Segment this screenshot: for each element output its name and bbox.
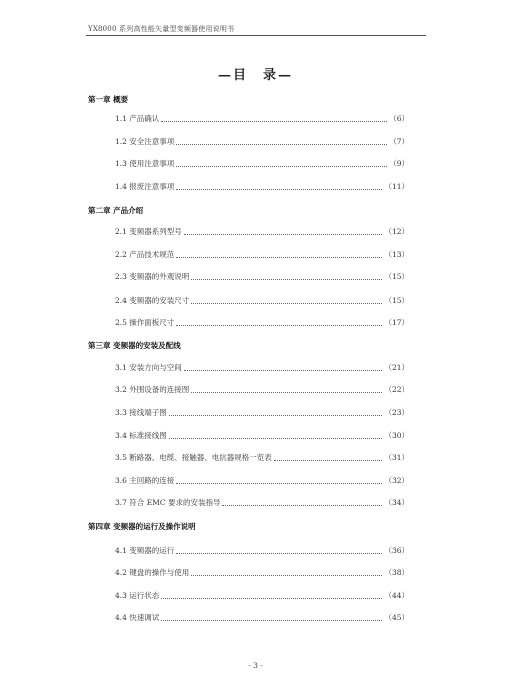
toc-entry-page: （30） bbox=[384, 431, 409, 440]
toc-entry-label: 2.4 变频器的安装尺寸 bbox=[115, 296, 190, 305]
toc-entry-label: 4.1 变频器的运行 bbox=[115, 546, 175, 555]
dot-leader bbox=[191, 574, 382, 576]
chapter-heading-1: 第一章 概要 bbox=[88, 95, 129, 104]
toc-entry-label: 4.2 键盘的操作与使用 bbox=[115, 568, 190, 577]
dot-leader bbox=[222, 504, 382, 506]
toc-entry-label: 2.2 产品技术规范 bbox=[115, 250, 175, 259]
dot-leader bbox=[169, 437, 383, 439]
toc-entry[interactable] bbox=[115, 317, 409, 328]
toc-entry[interactable] bbox=[115, 226, 409, 237]
toc-entry[interactable] bbox=[115, 271, 409, 282]
toc-entry-label: 3.7 符合 EMC 要求的安装指导 bbox=[115, 498, 221, 507]
toc-entry[interactable] bbox=[115, 295, 409, 306]
toc-entry-page: （31） bbox=[384, 453, 409, 462]
dot-leader bbox=[176, 143, 387, 145]
toc-entry-page: （32） bbox=[384, 476, 409, 485]
toc-entry[interactable] bbox=[115, 384, 409, 395]
toc-entry-page: （44） bbox=[384, 591, 409, 600]
toc-entry-label: 4.4 快速调试 bbox=[115, 613, 160, 622]
toc-entry-page: （36） bbox=[384, 546, 409, 555]
toc-entry-page: （13） bbox=[384, 250, 409, 259]
toc-entry[interactable] bbox=[115, 362, 409, 373]
toc-entry-label: 2.5 操作面板尺寸 bbox=[115, 318, 175, 327]
toc-entry-page: （17） bbox=[384, 318, 409, 327]
toc-entry-label: 4.3 运行状态 bbox=[115, 591, 160, 600]
toc-entry[interactable] bbox=[115, 497, 409, 508]
toc-entry-label: 1.4 报废注意事项 bbox=[115, 182, 175, 191]
toc-entry-page: （15） bbox=[384, 296, 409, 305]
toc-entry[interactable] bbox=[115, 136, 409, 147]
toc-entry-label: 1.3 使用注意事项 bbox=[115, 159, 175, 168]
toc-entry-label: 3.2 外围设备的连接图 bbox=[115, 385, 190, 394]
toc-title: —目 录— bbox=[217, 68, 293, 83]
toc-entry[interactable] bbox=[115, 452, 409, 463]
toc-entry[interactable] bbox=[115, 249, 409, 260]
toc-entry-page: （11） bbox=[384, 182, 409, 191]
toc-entry[interactable] bbox=[115, 567, 409, 578]
toc-entry-page: （34） bbox=[384, 498, 409, 507]
toc-entry[interactable] bbox=[115, 475, 409, 486]
toc-entry[interactable] bbox=[115, 407, 409, 418]
dot-leader bbox=[176, 482, 382, 484]
chapter-heading-3: 第三章 变频器的安装及配线 bbox=[88, 341, 181, 350]
toc-entry[interactable] bbox=[115, 545, 409, 556]
toc-entry-page: （38） bbox=[384, 568, 409, 577]
chapter-heading-2: 第二章 产品介绍 bbox=[88, 206, 144, 215]
dot-leader bbox=[161, 120, 387, 122]
dot-leader bbox=[169, 414, 383, 416]
toc-entry-page: （6） bbox=[389, 114, 409, 123]
toc-entry-page: （12） bbox=[384, 227, 409, 236]
dot-leader bbox=[176, 552, 382, 554]
dot-leader bbox=[176, 324, 382, 326]
dot-leader bbox=[161, 597, 382, 599]
dot-leader bbox=[184, 369, 383, 371]
toc-entry-page: （21） bbox=[384, 363, 409, 372]
toc-entry-page: （9） bbox=[389, 159, 409, 168]
dot-leader bbox=[274, 459, 383, 461]
toc-entry[interactable] bbox=[115, 158, 409, 169]
dot-leader bbox=[191, 302, 382, 304]
toc-entry[interactable] bbox=[115, 430, 409, 441]
toc-entry-page: （7） bbox=[389, 137, 409, 146]
toc-entry-label: 3.5 断路器、电缆、接触器、电抗器规格一览表 bbox=[115, 453, 272, 462]
dot-leader bbox=[184, 233, 383, 235]
toc-entry[interactable] bbox=[115, 612, 409, 623]
header-rule bbox=[86, 35, 426, 36]
dot-leader bbox=[176, 188, 382, 190]
toc-entry[interactable] bbox=[115, 590, 409, 601]
dot-leader bbox=[161, 619, 382, 621]
toc-entry-page: （15） bbox=[384, 272, 409, 281]
toc-entry-label: 2.1 变频器系列型号 bbox=[115, 227, 182, 236]
toc-entry-label: 3.1 安装方向与空间 bbox=[115, 363, 182, 372]
toc-entry-label: 3.6 主回路的连接 bbox=[115, 476, 175, 485]
toc-entry-label: 3.4 标准接线图 bbox=[115, 431, 167, 440]
page-number: - 3 - bbox=[248, 661, 263, 670]
running-header: YX8000 系列高性能矢量型变频器使用说明书 bbox=[88, 25, 235, 33]
dot-leader bbox=[191, 278, 382, 280]
dot-leader bbox=[176, 256, 382, 258]
toc-entry-label: 1.2 安全注意事项 bbox=[115, 137, 175, 146]
toc-entry[interactable] bbox=[115, 181, 409, 192]
chapter-heading-4: 第四章 变频器的运行及操作说明 bbox=[88, 522, 196, 531]
toc-entry[interactable] bbox=[115, 113, 409, 124]
toc-entry-page: （45） bbox=[384, 613, 409, 622]
toc-entry-page: （22） bbox=[384, 385, 409, 394]
dot-leader bbox=[176, 165, 387, 167]
toc-entry-page: （23） bbox=[384, 408, 409, 417]
dot-leader bbox=[191, 391, 382, 393]
toc-entry-label: 2.3 变频器的外观说明 bbox=[115, 272, 190, 281]
toc-entry-label: 1.1 产品确认 bbox=[115, 114, 160, 123]
toc-entry-label: 3.3 接线端子图 bbox=[115, 408, 167, 417]
